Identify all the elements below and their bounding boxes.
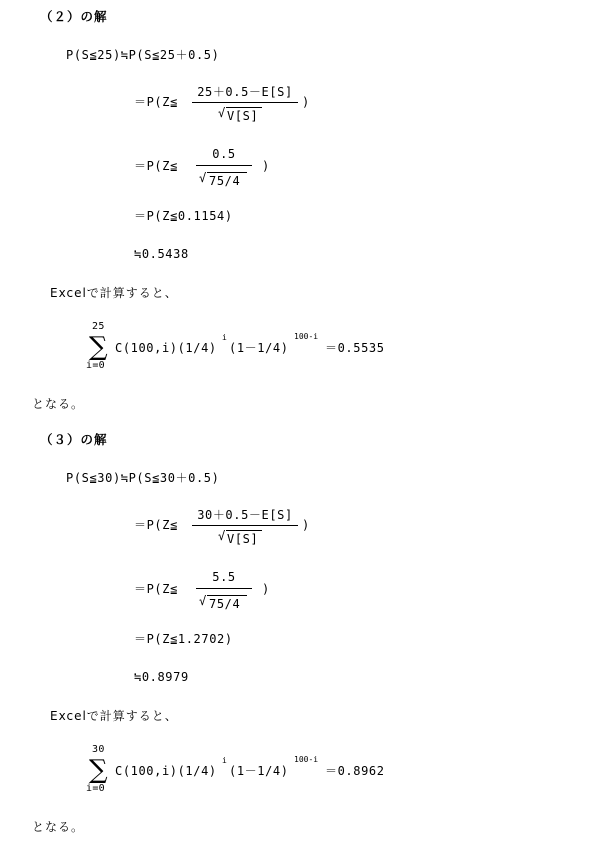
closing-text: となる。 <box>32 397 85 411</box>
sum-exponent-b: 100-i <box>294 332 319 341</box>
fraction-numerator: 30＋0.5－E[S] <box>197 508 293 522</box>
fraction-numerator: 25＋0.5－E[S] <box>197 85 293 99</box>
section-heading: （３）の解 <box>40 432 108 447</box>
equation-line-4: ＝P(Z≦0.1154) <box>134 209 233 223</box>
closing-text: となる。 <box>32 820 85 834</box>
section-heading: （２）の解 <box>40 9 108 24</box>
fraction-numerator: 5.5 <box>212 570 236 584</box>
fraction-bar <box>192 525 298 526</box>
equation-line-4: ＝P(Z≦1.2702) <box>134 632 233 646</box>
sqrt-symbol: √ <box>199 594 207 608</box>
sum-term-b: (1－1/4) <box>229 764 289 778</box>
sum-upper-limit: 25 <box>92 321 105 332</box>
sqrt-vinculum <box>226 107 262 108</box>
excel-text: Excelで計算すると、 <box>50 709 178 723</box>
sqrt-vinculum <box>207 172 247 173</box>
sum-upper-limit: 30 <box>92 744 105 755</box>
sum-lower-limit: i=0 <box>86 783 105 794</box>
equation-line-2-prefix: ＝P(Z≦ <box>134 518 178 532</box>
excel-text: Excelで計算すると、 <box>50 286 178 300</box>
equation-line-5: ≒0.8979 <box>134 670 189 684</box>
equation-line-1: P(S≦25)≒P(S≦25＋0.5) <box>66 48 220 62</box>
sum-exponent-i: i <box>222 756 227 765</box>
sqrt-symbol: √ <box>218 106 226 120</box>
equation-line-3-suffix: ) <box>262 582 270 596</box>
fraction-denominator: 75/4 <box>209 597 241 611</box>
equation-line-1: P(S≦30)≒P(S≦30＋0.5) <box>66 471 220 485</box>
summation-symbol: ∑ <box>89 332 108 362</box>
fraction-denominator: V[S] <box>227 109 259 123</box>
fraction-bar <box>196 165 252 166</box>
equation-line-2-prefix: ＝P(Z≦ <box>134 95 178 109</box>
fraction-bar <box>192 102 298 103</box>
equation-line-3-prefix: ＝P(Z≦ <box>134 582 178 596</box>
fraction-denominator: V[S] <box>227 532 259 546</box>
sum-lower-limit: i=0 <box>86 360 105 371</box>
sqrt-symbol: √ <box>218 529 226 543</box>
sqrt-vinculum <box>207 595 247 596</box>
sum-result: ＝0.5535 <box>325 341 385 355</box>
sum-result: ＝0.8962 <box>325 764 385 778</box>
summation-symbol: ∑ <box>89 755 108 785</box>
fraction-numerator: 0.5 <box>212 147 236 161</box>
sqrt-vinculum <box>226 530 262 531</box>
equation-line-5: ≒0.5438 <box>134 247 189 261</box>
sum-exponent-i: i <box>222 333 227 342</box>
sum-term-a: C(100,i)(1/4) <box>115 764 217 778</box>
sum-term-b: (1－1/4) <box>229 341 289 355</box>
fraction-denominator: 75/4 <box>209 174 241 188</box>
sum-exponent-b: 100-i <box>294 755 319 764</box>
equation-line-2-suffix: ) <box>302 95 310 109</box>
sum-term-a: C(100,i)(1/4) <box>115 341 217 355</box>
fraction-bar <box>196 588 252 589</box>
sqrt-symbol: √ <box>199 171 207 185</box>
equation-line-3-suffix: ) <box>262 159 270 173</box>
equation-line-3-prefix: ＝P(Z≦ <box>134 159 178 173</box>
equation-line-2-suffix: ) <box>302 518 310 532</box>
